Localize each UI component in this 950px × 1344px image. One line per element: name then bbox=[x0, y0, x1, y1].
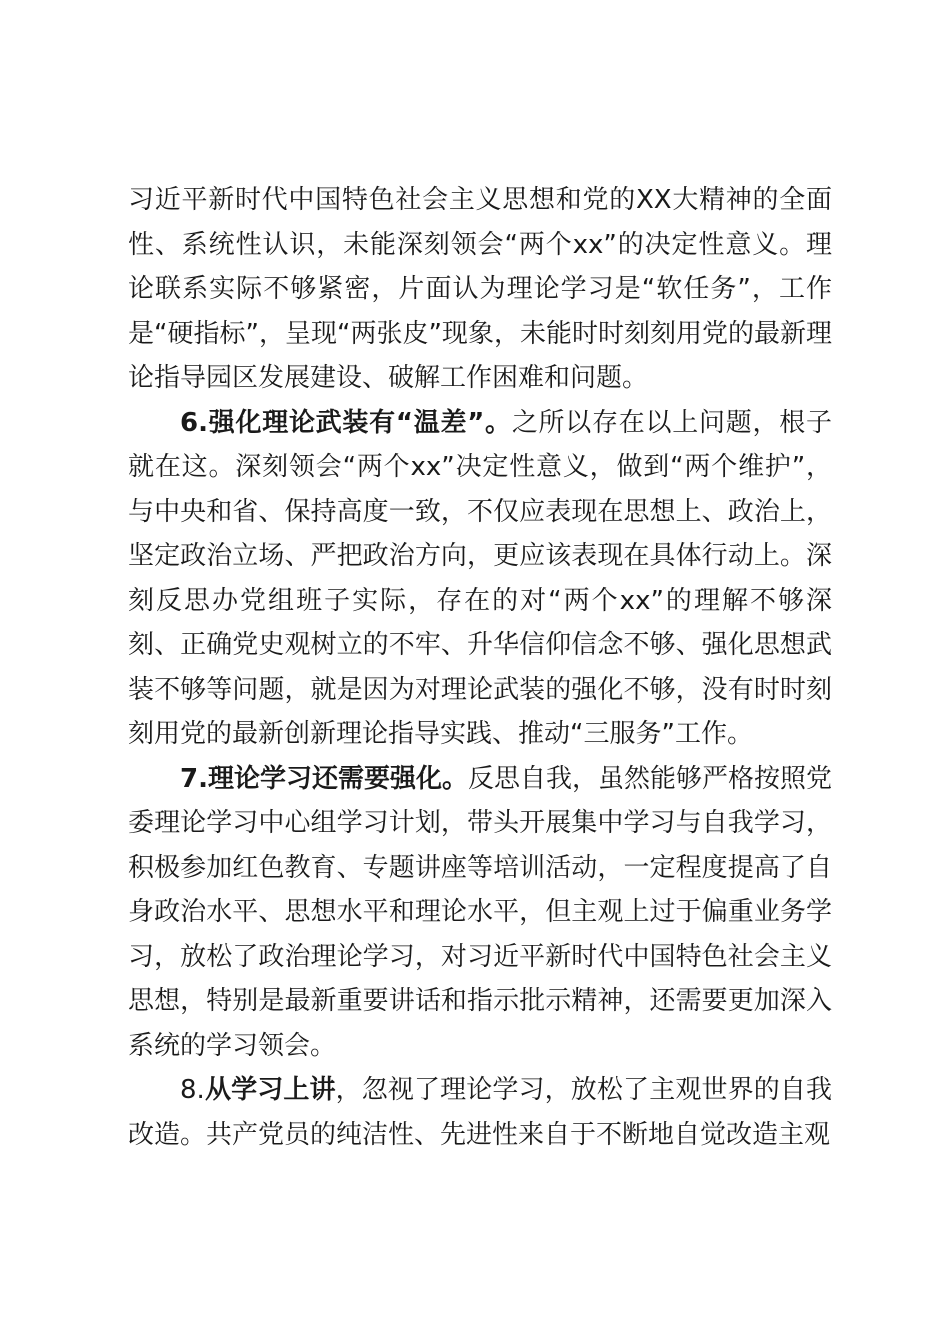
paragraph-7 bbox=[128, 757, 832, 1069]
paragraph-6 bbox=[128, 401, 832, 757]
paragraph-text: 之所以存在以上问题，根子就在这。深刻领会“两个xx”决定性意义，做到“两个维护”，与中央和省、保持高度一致，不仅应表现在思想上、政治上，坚定政治立场、严把政治方向，更应该表现在具体行动上。深刻反思办党组班子实际，存在的对“两个xx”的理解不够深刻、正确党史观树立的不牢、升华信仰信念不够、强化思想武装不够等问题，就是因为对理论武装的强化不够，没有时时刻刻用党的最新创新理论指导实践、推动“三服务”工作。 bbox=[128, 407, 832, 749]
paragraph-text: ，忽视了理论学习，放松了主观世界的自我改造。共产党员的纯洁性、先进性来自于不断地自觉改造主观 bbox=[128, 1075, 832, 1150]
paragraph-heading: 7.理论学习还需要强化。 bbox=[180, 763, 468, 794]
document-body bbox=[128, 178, 832, 1157]
paragraph-8 bbox=[128, 1068, 832, 1157]
paragraph-heading: 6.强化理论武装有“温差”。 bbox=[180, 407, 512, 438]
paragraph-text: 习近平新时代中国特色社会主义思想和党的XX大精神的全面性、系统性认识，未能深刻领会“两个xx”的决定性意义。理论联系实际不够紧密，片面认为理论学习是“软任务”，工作是“硬指标”，呈现“两张皮”现象，未能时时刻刻用党的最新理论指导园区发展建设、破解工作困难和问题。 bbox=[128, 185, 832, 393]
paragraph-text: 反思自我，虽然能够严格按照党委理论学习中心组学习计划，带头开展集中学习与自我学习，积极参加红色教育、专题讲座等培训活动，一定程度提高了自身政治水平、思想水平和理论水平，但主观上过于偏重业务学习，放松了政治理论学习，对习近平新时代中国特色社会主义思想，特别是最新重要讲话和指示批示精神，还需要更加深入系统的学习领会。 bbox=[128, 763, 832, 1061]
paragraph-number: 8. bbox=[180, 1075, 205, 1105]
paragraph-continuation bbox=[128, 178, 832, 401]
paragraph-heading: 从学习上讲 bbox=[204, 1075, 336, 1105]
